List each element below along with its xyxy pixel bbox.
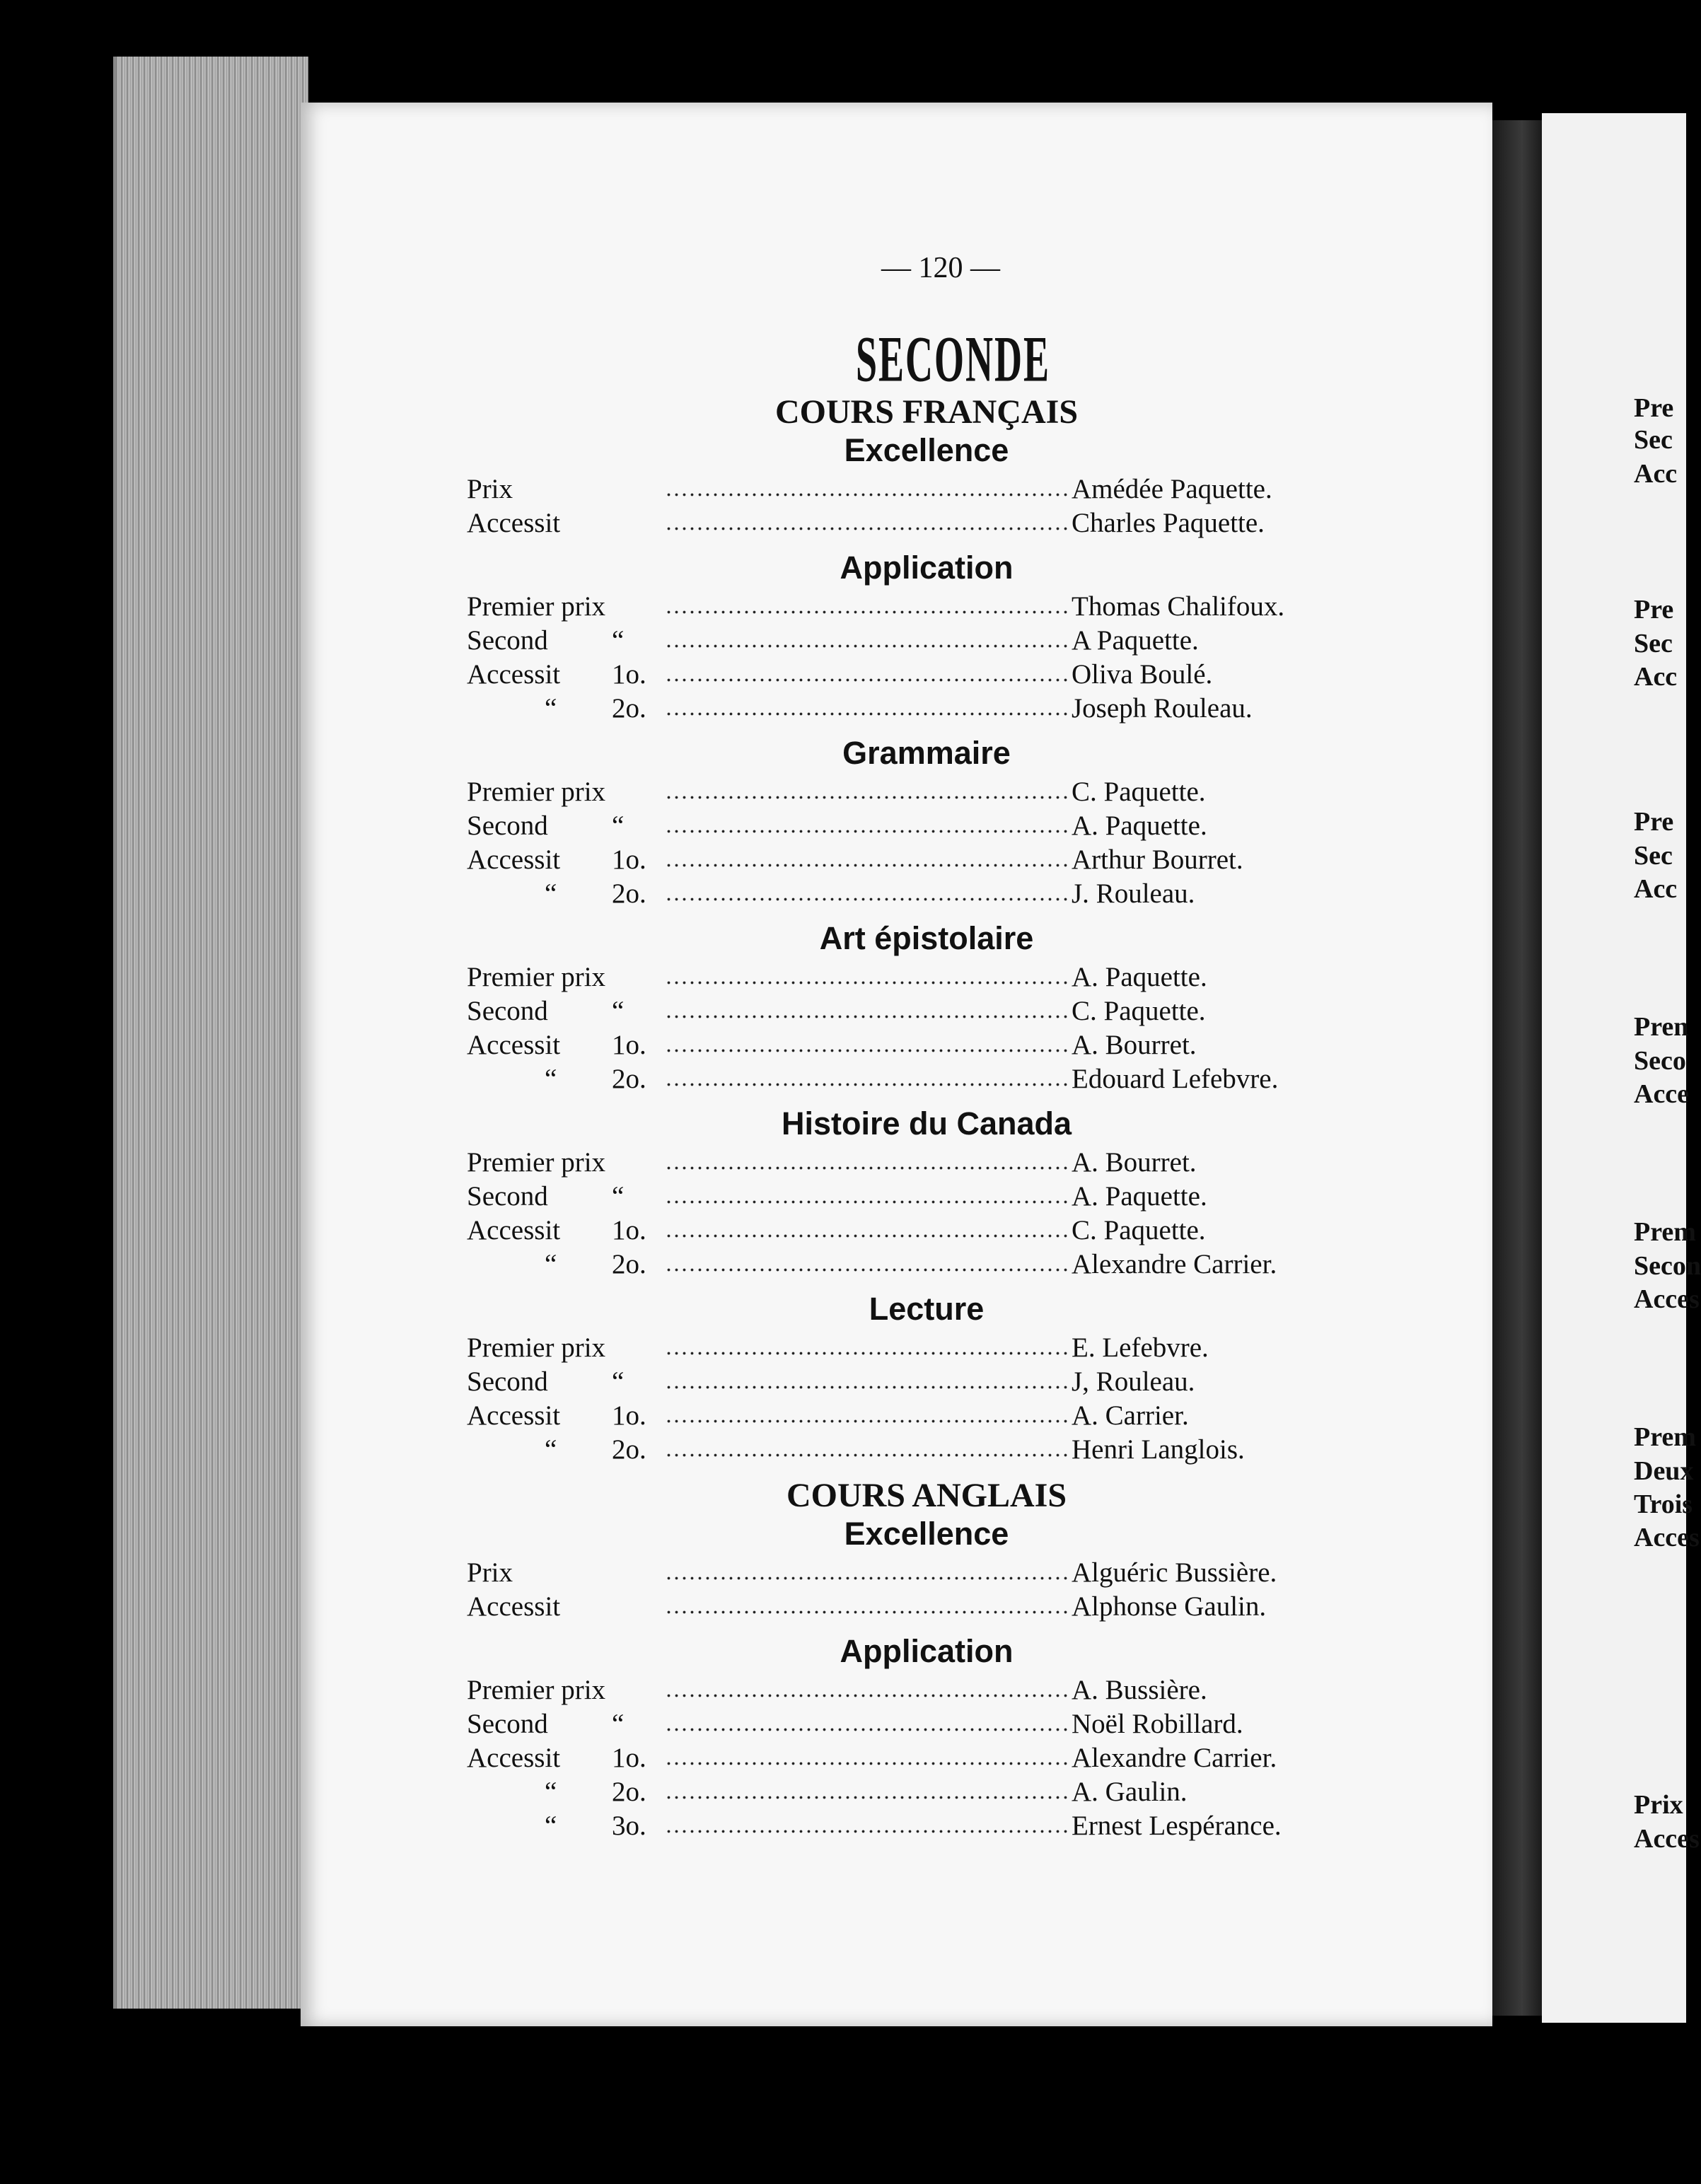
- facing-page-fragment: Sec: [1634, 841, 1673, 871]
- dot-leader: [665, 796, 1068, 799]
- dot-leader: [665, 1049, 1068, 1052]
- student-name: J, Rouleau.: [1072, 1366, 1195, 1397]
- prize-entry: [467, 507, 1301, 540]
- prize-entry: [467, 1810, 1301, 1842]
- student-name: Thomas Chalifoux.: [1072, 591, 1285, 622]
- prize-entry: [467, 1776, 1301, 1808]
- prize-rank: “: [612, 1181, 625, 1212]
- prize-label: Accessit: [467, 1030, 561, 1060]
- prize-rank: “: [612, 1709, 625, 1739]
- subject-heading: Art épistolaire: [819, 920, 1034, 956]
- prize-entry: [467, 1332, 1301, 1364]
- student-name: C. Paquette.: [1072, 777, 1206, 807]
- dot-leader: [665, 1268, 1068, 1272]
- gutter-shadow: [1492, 120, 1542, 2016]
- dot-leader: [665, 1762, 1068, 1765]
- facing-page-fragment: Acces: [1634, 1523, 1700, 1552]
- prize-rank: 1o.: [612, 1215, 646, 1245]
- student-name: C. Paquette.: [1072, 1215, 1206, 1245]
- prize-entry: [467, 473, 1301, 506]
- prize-label: Premier prix: [467, 777, 606, 807]
- prize-label: Prix: [467, 1557, 513, 1588]
- prize-entry: [467, 995, 1301, 1028]
- prize-entry: [467, 1146, 1301, 1179]
- dot-leader: [665, 527, 1068, 530]
- prize-rank: “: [612, 625, 625, 656]
- dot-leader: [665, 678, 1068, 682]
- facing-page-fragment: Acc: [1634, 874, 1678, 904]
- prize-rank: 1o.: [612, 1030, 646, 1060]
- prize-label: Second: [467, 811, 548, 841]
- dot-leader: [665, 1830, 1068, 1833]
- subject-heading: Application: [840, 1633, 1014, 1669]
- prize-entry: [467, 776, 1301, 808]
- student-name: A. Paquette.: [1072, 962, 1207, 992]
- prize-rank: 2o.: [612, 1777, 646, 1807]
- prize-entry: [467, 1366, 1301, 1398]
- course-heading: COURS FRANÇAIS: [774, 393, 1079, 431]
- prize-entry: [467, 878, 1301, 910]
- prize-rank: 2o.: [612, 1064, 646, 1094]
- prize-label: Accessit: [467, 1743, 561, 1773]
- subject-heading: Application: [840, 550, 1014, 586]
- prize-entry: [467, 1557, 1301, 1589]
- facing-page-fragment: Secon: [1634, 1251, 1701, 1281]
- prize-label: “: [545, 1811, 557, 1841]
- dot-leader: [665, 1576, 1068, 1580]
- student-name: A. Paquette.: [1072, 1181, 1207, 1212]
- prize-label: Accessit: [467, 1215, 561, 1245]
- dot-leader: [665, 610, 1068, 614]
- facing-page-fragment: Acces: [1634, 1824, 1700, 1854]
- student-name: A. Bourret.: [1072, 1147, 1197, 1178]
- next-page-edge: [1542, 113, 1701, 2023]
- prize-entry: [467, 1214, 1301, 1247]
- prize-label: Second: [467, 1181, 548, 1212]
- facing-page-fragment: Acc: [1634, 662, 1678, 692]
- facing-page-fragment: Acces: [1634, 1284, 1700, 1314]
- prize-rank: 2o.: [612, 1434, 646, 1465]
- page-block-edge: [113, 57, 308, 2009]
- dot-leader: [665, 493, 1068, 496]
- dot-leader: [665, 1015, 1068, 1018]
- student-name: Alexandre Carrier.: [1072, 1249, 1277, 1279]
- dot-leader: [665, 1796, 1068, 1799]
- dot-leader: [665, 981, 1068, 984]
- prize-label: Prix: [467, 474, 513, 504]
- prize-entry: [467, 1400, 1301, 1432]
- prize-label: Accessit: [467, 1591, 561, 1622]
- student-name: Arthur Bourret.: [1072, 844, 1243, 875]
- prize-entry: [467, 1742, 1301, 1774]
- prize-entry: [467, 1591, 1301, 1623]
- student-name: Amédée Paquette.: [1072, 474, 1272, 504]
- student-name: Noël Robillard.: [1072, 1709, 1243, 1739]
- dot-leader: [665, 1453, 1068, 1457]
- student-name: A. Paquette.: [1072, 811, 1207, 841]
- prize-rank: 2o.: [612, 878, 646, 909]
- subject-heading: Histoire du Canada: [781, 1105, 1072, 1142]
- prize-rank: “: [612, 996, 625, 1026]
- facing-page-fragment: Pren: [1634, 1012, 1689, 1042]
- student-name: E. Lefebvre.: [1072, 1332, 1209, 1363]
- facing-page-fragment: Seco: [1634, 1046, 1686, 1076]
- student-name: A. Bourret.: [1072, 1030, 1197, 1060]
- dot-leader: [665, 898, 1068, 901]
- prize-entry: [467, 1434, 1301, 1466]
- student-name: C. Paquette.: [1072, 996, 1206, 1026]
- prize-rank: 1o.: [612, 1743, 646, 1773]
- prize-entry: [467, 961, 1301, 994]
- facing-page-fragment: Prem: [1634, 1217, 1696, 1247]
- facing-page-fragment: Pre: [1634, 393, 1674, 423]
- prize-label: Second: [467, 1709, 548, 1739]
- dot-leader: [665, 1200, 1068, 1204]
- student-name: Joseph Rouleau.: [1072, 693, 1253, 724]
- prize-entry: [467, 1063, 1301, 1096]
- prize-label: “: [545, 1064, 557, 1094]
- subject-heading: Lecture: [869, 1291, 985, 1327]
- prize-label: Accessit: [467, 659, 561, 690]
- prize-label: Premier prix: [467, 591, 606, 622]
- student-name: Ernest Lespérance.: [1072, 1811, 1282, 1841]
- facing-page-fragment: Prix: [1634, 1790, 1683, 1820]
- student-name: Henri Langlois.: [1072, 1434, 1245, 1465]
- prize-label: “: [545, 693, 557, 724]
- section-title: SECONDE: [856, 323, 1051, 395]
- prize-entry: [467, 692, 1301, 725]
- prize-entry: [467, 1248, 1301, 1281]
- student-name: A. Gaulin.: [1072, 1777, 1188, 1807]
- subject-heading: Grammaire: [842, 735, 1011, 771]
- prize-label: “: [545, 1434, 557, 1465]
- prize-rank: 1o.: [612, 844, 646, 875]
- prize-label: Second: [467, 625, 548, 656]
- dot-leader: [665, 1728, 1068, 1731]
- dot-leader: [665, 1234, 1068, 1238]
- dot-leader: [665, 1386, 1068, 1389]
- facing-page-fragment: Prem: [1634, 1422, 1696, 1452]
- student-name: A. Bussière.: [1072, 1675, 1207, 1705]
- prize-entry: [467, 591, 1301, 623]
- page-number: — 120 —: [881, 252, 1000, 284]
- prize-label: Second: [467, 996, 548, 1026]
- prize-entry: [467, 1180, 1301, 1213]
- facing-page-fragment: Sec: [1634, 425, 1673, 455]
- dot-leader: [665, 1419, 1068, 1423]
- prize-label: Premier prix: [467, 1147, 606, 1178]
- dot-leader: [665, 712, 1068, 716]
- prize-rank: 2o.: [612, 1249, 646, 1279]
- prize-label: Premier prix: [467, 1675, 606, 1705]
- dot-leader: [665, 830, 1068, 833]
- subject-heading: Excellence: [844, 432, 1009, 468]
- student-name: Charles Paquette.: [1072, 508, 1265, 538]
- dot-leader: [665, 644, 1068, 648]
- dot-leader: [665, 1694, 1068, 1697]
- student-name: Edouard Lefebvre.: [1072, 1064, 1279, 1094]
- prize-rank: “: [612, 811, 625, 841]
- prize-entry: [467, 625, 1301, 657]
- prize-rank: 2o.: [612, 693, 646, 724]
- prize-rank: 1o.: [612, 1400, 646, 1431]
- facing-page-fragment: Deux: [1634, 1456, 1694, 1486]
- facing-page-fragment: Acce: [1634, 1079, 1690, 1109]
- prize-rank: 1o.: [612, 659, 646, 690]
- student-name: A Paquette.: [1072, 625, 1199, 656]
- prize-label: “: [545, 1777, 557, 1807]
- dot-leader: [665, 1166, 1068, 1170]
- prize-entry: [467, 658, 1301, 691]
- prize-label: “: [545, 878, 557, 909]
- student-name: Alguéric Bussière.: [1072, 1557, 1277, 1588]
- facing-page-fragment: Trois: [1634, 1489, 1693, 1519]
- dot-leader: [665, 864, 1068, 867]
- facing-page-fragment: Pre: [1634, 807, 1674, 837]
- student-name: J. Rouleau.: [1072, 878, 1195, 909]
- dot-leader: [665, 1083, 1068, 1086]
- prize-rank: 3o.: [612, 1811, 646, 1841]
- prize-label: Second: [467, 1366, 548, 1397]
- facing-page-fragment: Sec: [1634, 629, 1673, 658]
- prize-entry: [467, 1029, 1301, 1062]
- prize-entry: [467, 1674, 1301, 1707]
- facing-page-fragment: Acc: [1634, 459, 1678, 489]
- prize-label: “: [545, 1249, 557, 1279]
- student-name: Alexandre Carrier.: [1072, 1743, 1277, 1773]
- student-name: Alphonse Gaulin.: [1072, 1591, 1267, 1622]
- prize-label: Accessit: [467, 844, 561, 875]
- prize-rank: “: [612, 1366, 625, 1397]
- dot-leader: [665, 1352, 1068, 1355]
- prize-entry: [467, 844, 1301, 876]
- prize-label: Premier prix: [467, 962, 606, 992]
- course-heading: COURS ANGLAIS: [786, 1477, 1067, 1514]
- dot-leader: [665, 1610, 1068, 1614]
- prize-label: Accessit: [467, 1400, 561, 1431]
- student-name: Oliva Boulé.: [1072, 659, 1213, 690]
- prize-label: Premier prix: [467, 1332, 606, 1363]
- facing-page-fragment: Pre: [1634, 595, 1674, 625]
- subject-heading: Excellence: [844, 1516, 1009, 1552]
- prize-entry: [467, 1708, 1301, 1741]
- prize-label: Accessit: [467, 508, 561, 538]
- prize-entry: [467, 810, 1301, 842]
- student-name: A. Carrier.: [1072, 1400, 1189, 1431]
